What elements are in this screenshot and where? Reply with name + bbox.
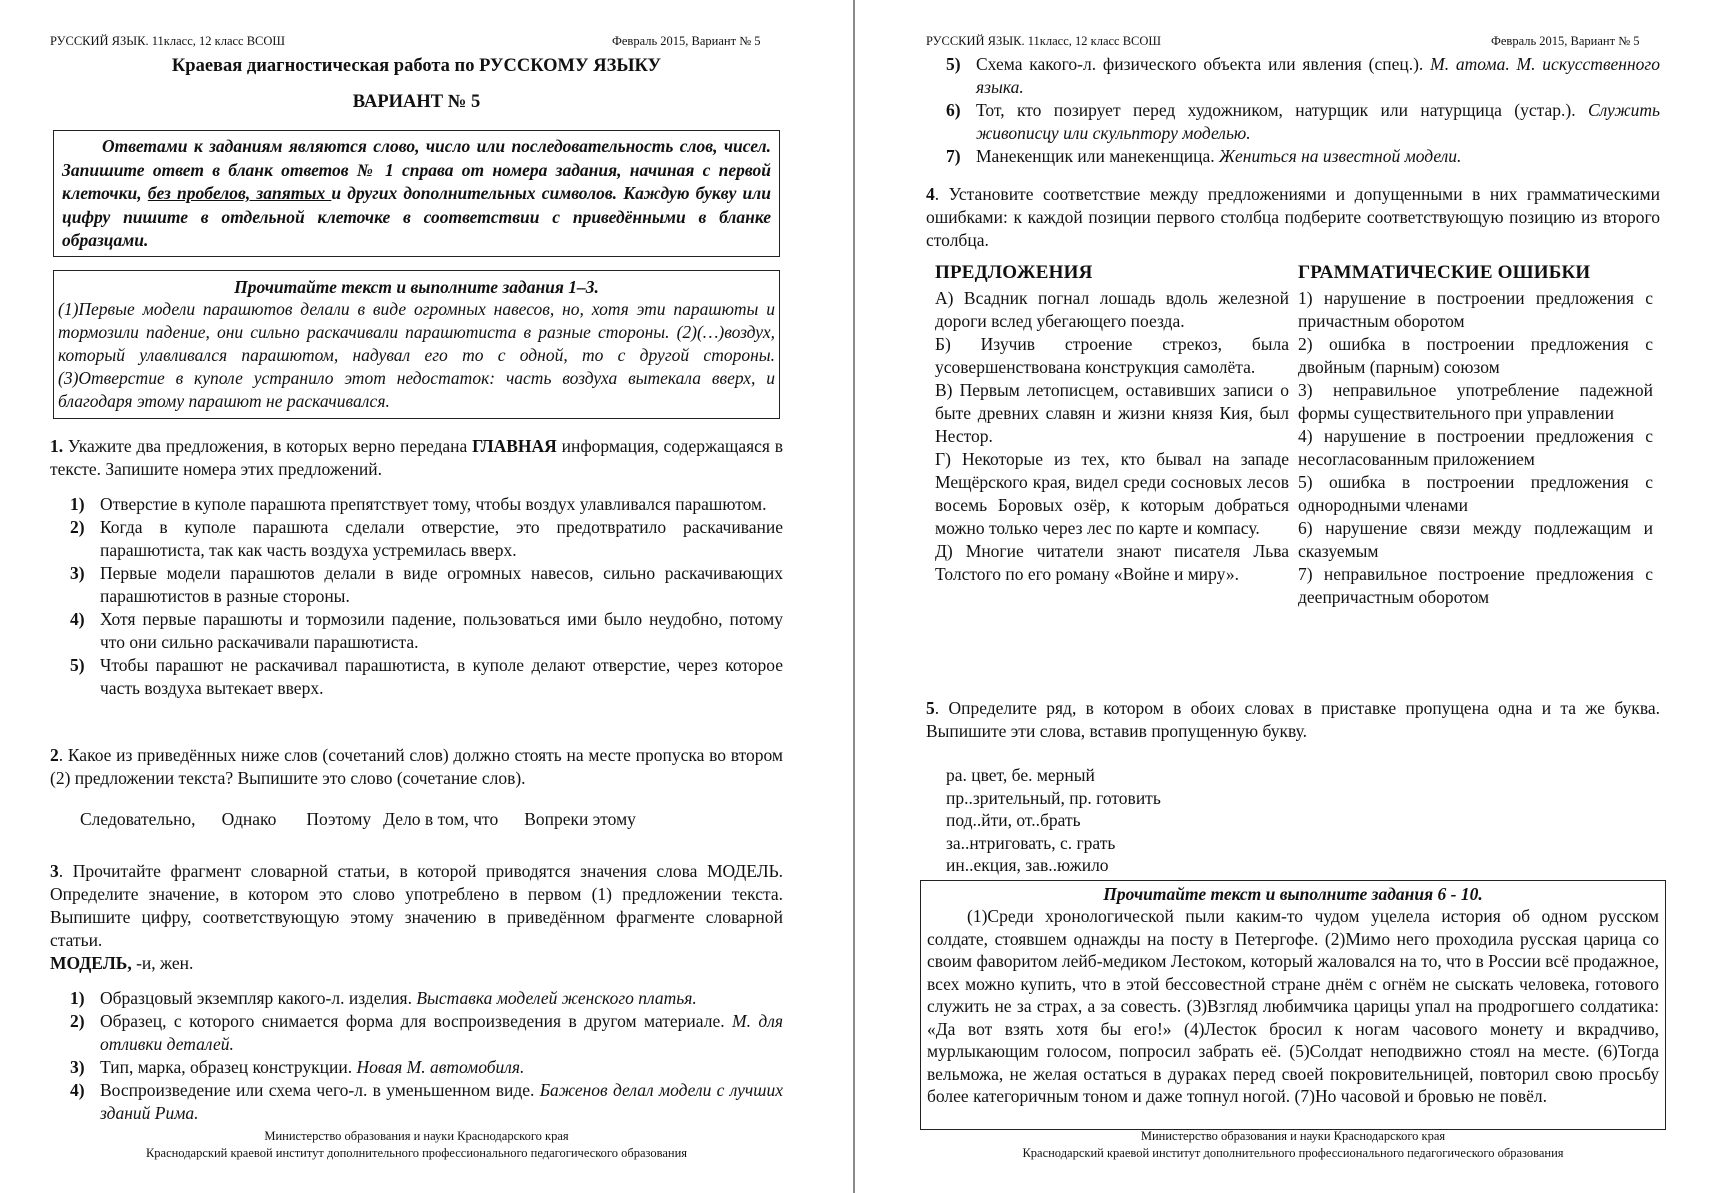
option-number: 7) [946,146,961,166]
option-item [50,987,783,1010]
option-item [50,1010,783,1056]
reading-heading: Прочитайте текст и выполните задания 1–3. [234,277,599,297]
question-3-options-continued [926,53,1660,168]
option-example: Выставка моделей женского платья. [416,988,697,1008]
option-item [50,493,783,516]
sentence-item: В) Первым летописцем, оставивших записи о быте древних славян и жизни князя Кия, был Нестор. [935,380,1289,446]
reading-box [53,270,780,419]
option-text: Манекенщик или манекенщица. [976,146,1219,166]
option-text: Отверстие в куполе парашюта препятствует тому, чтобы воздух улавливался парашютом. [100,494,767,514]
error-item: 5) ошибка в построении предложения с однородными членами [1298,472,1653,515]
question-1-options [50,493,783,700]
footer-left [50,1128,783,1162]
footer-ministry-right: Министерство образования и науки Краснодарского края [1140,1129,1446,1143]
option-item [50,516,783,562]
question-5 [926,697,1660,877]
header-date-variant-right: Февраль 2015, Вариант № 5 [1491,34,1640,48]
option-item [50,562,783,608]
word-option: Однако [221,809,277,829]
option-number: 2) [70,517,85,537]
word-option: Вопреки этому [524,809,636,829]
left-page [0,0,852,1193]
option-example: М. для отливки деталей. [100,1011,783,1054]
header-date-variant: Февраль 2015, Вариант № 5 [612,34,761,48]
sentence-item: Д) Многие читатели знают писателя Льва Толстого по его роману «Войне и миру». [935,541,1289,584]
sentence-item: А) Всадник погнал лошадь вдоль железной дороги вслед убегающего поезда. [935,288,1289,331]
option-example: Жениться на известной модели. [1219,146,1462,166]
error-item: 7) неправильное построение предложения с деепричастным оборотом [1298,564,1653,607]
option-text: Схема какого-л. физического объекта или явления (спец.). [976,54,1431,74]
reading-2-heading: Прочитайте текст и выполните задания 6 - 10. [1103,884,1483,904]
question-2-text: 2. Какое из приведённых ниже слов (сочетаний слов) должно стоять на месте пропуска во втором (2) предложении текста? Выпишите это слово (сочетание слов). [50,745,783,788]
error-item: 1) нарушение в построении предложения с причастным оборотом [1298,288,1653,331]
option-item [926,53,1660,99]
word-row: за..нтриговать, с. грать [946,832,1116,853]
error-item: 4) нарушение в построении предложения с несогласованным приложением [1298,426,1653,469]
word-row: под..йти, от..брать [946,810,1081,830]
option-example: Новая М. автомобиля. [356,1057,525,1077]
option-item [50,1079,783,1125]
question-3-options [50,987,783,1125]
option-text: Образец, с которого снимается форма для воспроизведения в другом материале. [100,1011,732,1031]
option-item [926,145,1660,168]
option-text: Хотя первые парашюты и тормозили падение, пользоваться ими было неудобно, потому что они сильно раскачивали парашютиста. [100,609,783,652]
option-number: 1) [70,494,85,514]
word-row: ра. цвет, бе. мерный [946,765,1095,785]
sentences-column-title: ПРЕДЛОЖЕНИЯ [935,262,1093,283]
sentence-item: Г) Некоторые из тех, кто бывал на западе Мещёрского края, видел среди сосновых лесов восемь Боровых озёр, к которым добраться можно только через лес по карте и компасу. [935,449,1289,538]
word-row: ин..екция, зав..южило [946,855,1109,875]
option-number: 5) [946,54,961,74]
right-page [857,0,1710,1193]
option-item [926,99,1660,145]
question-5-rows [926,764,1660,877]
option-text: Образцовый экземпляр какого-л. изделия. [100,988,417,1008]
sentence-item: Б) Изучив строение стрекоз, была усовершенствована конструкция самолёта. [935,334,1289,377]
option-number: 3) [70,563,85,583]
question-3-continued [926,53,1660,168]
question-2 [50,744,783,831]
option-number: 6) [946,100,961,120]
option-example: Служить живописцу или скульптору моделью. [976,100,1660,143]
question-3-text: 3. Прочитайте фрагмент словарной статьи, в которой приводятся значения слова МОДЕЛЬ. Определите значение, в котором это слово употреблено в первом (1) предложении текста. Выпишите цифру, соответствующую этому значению в приведённом фрагменте словарной статьи. [50,861,783,950]
reading-2-text: (1)Среди хронологической пыли каким-то чудом уцелела история об одном русском солдате, стоявшем однажды на посту в Петергофе. (2)Мимо него проходила русская царица со своим фаворитом лейб-медиком Лестоком, который жаловался на то, что в России всё продажное, всех можно купить, что в этой бессовестной стране днём с огнём не сыскать человека, готового служить не за страх, а за совесть. (3)Взгляд любимчика царицы упал на продрогшего солдатика: «Да вот взять хотя бы его!» (4)Лесток бросил к ногам часового монету и вкрадчиво, мурлыкающим голосом, попросил забрать её. (5)Солдат неподвижно стоял на месте. (6)Тогда вельможа, не желая остаться в дураках перед своей покровительницей, повторил свою просьбу более категоричным тоном и даже топнул ногой. (7)Но часовой и бровью не повёл. [927,906,1659,1106]
option-number: 5) [70,655,85,675]
option-item [50,608,783,654]
reading-text: (1)Первые модели парашютов делали в виде огромных навесов, но, хотя эти парашюты и тормозили падение, они сильно раскачивали парашютиста в разные стороны. (2)(…)воздух, который улавливался парашютом, надувал его то с одной, то с другой стороны. (3)Отверстие в куполе устранило этот недостаток: часть воздуха вытекала вверх, и благодаря этому парашют не раскачивался. [58,299,775,411]
question-5-text: 5. Определите ряд, в котором в обоих словах в приставке пропущена одна и та же буква. Выпишите эти слова, вставив пропущенную букву. [926,698,1660,741]
instructions-text: Ответами к заданиям являются слово, число или последовательность слов, чисел. Запишите ответ в бланк ответов № 1 справа от номера задания, начиная с первой клеточки, без пробелов, запятых и других дополнительных символов. Каждую букву или цифру пишите в отдельной клеточке в соответствии с приведёнными в бланке образцами. [62,136,771,250]
question-2-options [50,808,783,831]
option-example: М. атома. М. искусственного языка. [976,54,1661,97]
question-1 [50,435,783,700]
question-3 [50,860,783,1125]
variant-title: ВАРИАНТ № 5 [352,92,481,112]
word-option: Дело в том, что [383,809,499,829]
footer-institute-right: Краснодарский краевой институт дополнительного профессионального педагогического образования [1022,1146,1564,1160]
option-item [50,1056,783,1079]
error-item: 2) ошибка в построении предложения с двойным (парным) союзом [1298,334,1653,377]
document-title: Краевая диагностическая работа по РУССКОМУ ЯЗЫКУ [171,56,662,76]
instructions-box [53,130,780,257]
option-example: Баженов делал модели с лучших зданий Рима. [100,1080,783,1123]
errors-column [1298,287,1653,609]
option-text: Первые модели парашютов делали в виде огромных навесов, сильно раскачивающих парашютистов в разные стороны. [100,563,783,606]
header-subject-right: РУССКИЙ ЯЗЫК. 11класс, 12 класс ВСОШ [926,34,1162,48]
footer-right [926,1128,1660,1162]
option-text: Тот, кто позирует перед художником, натурщик или натурщица (устар.). [976,100,1588,120]
option-number: 4) [70,1080,85,1100]
option-number: 2) [70,1011,85,1031]
sentences-column [935,287,1289,586]
footer-institute: Краснодарский краевой институт дополнительного профессионального педагогического образования [145,1146,688,1160]
errors-column-title: ГРАММАТИЧЕСКИЕ ОШИБКИ [1298,262,1591,283]
option-text: Воспроизведение или схема чего-л. в уменьшенном виде. [100,1080,540,1100]
footer-ministry: Министерство образования и науки Краснодарского края [264,1129,569,1143]
option-number: 1) [70,988,85,1008]
page-divider [853,0,855,1193]
question-4-text: 4. Установите соответствие между предложениями и допущенными в них грамматическими ошибками: к каждой позиции первого столбца подберите соответствующую позицию из второго столбца. [926,184,1660,250]
option-item [50,654,783,700]
error-item: 6) нарушение связи между подлежащим и сказуемым [1298,518,1653,561]
option-text: Тип, марка, образец конструкции. [100,1057,357,1077]
option-number: 4) [70,609,85,629]
question-4 [926,183,1660,252]
option-text: Когда в куполе парашюта сделали отверстие, это предотвратило раскачивание парашютиста, так как часть воздуха устремилась вверх. [100,517,783,560]
reading-box-2 [920,880,1666,1130]
dictionary-entry: МОДЕЛЬ, -и, жен. [50,953,194,973]
option-number: 3) [70,1057,85,1077]
header-subject: РУССКИЙ ЯЗЫК. 11класс, 12 класс ВСОШ [50,34,286,48]
error-item: 3) неправильное употребление падежной формы существительного при управлении [1298,380,1653,423]
question-1-text: 1. Укажите два предложения, в которых верно передана ГЛАВНАЯ информация, содержащаяся в тексте. Запишите номера этих предложений. [50,436,784,479]
option-text: Чтобы парашют не раскачивал парашютиста, в куполе делают отверстие, через которое часть воздуха вытекает вверх. [100,655,783,698]
word-option: Следовательно, [80,809,196,829]
word-option: Поэтому [306,809,372,829]
word-row: пр..зрительный, пр. готовить [946,787,1161,808]
